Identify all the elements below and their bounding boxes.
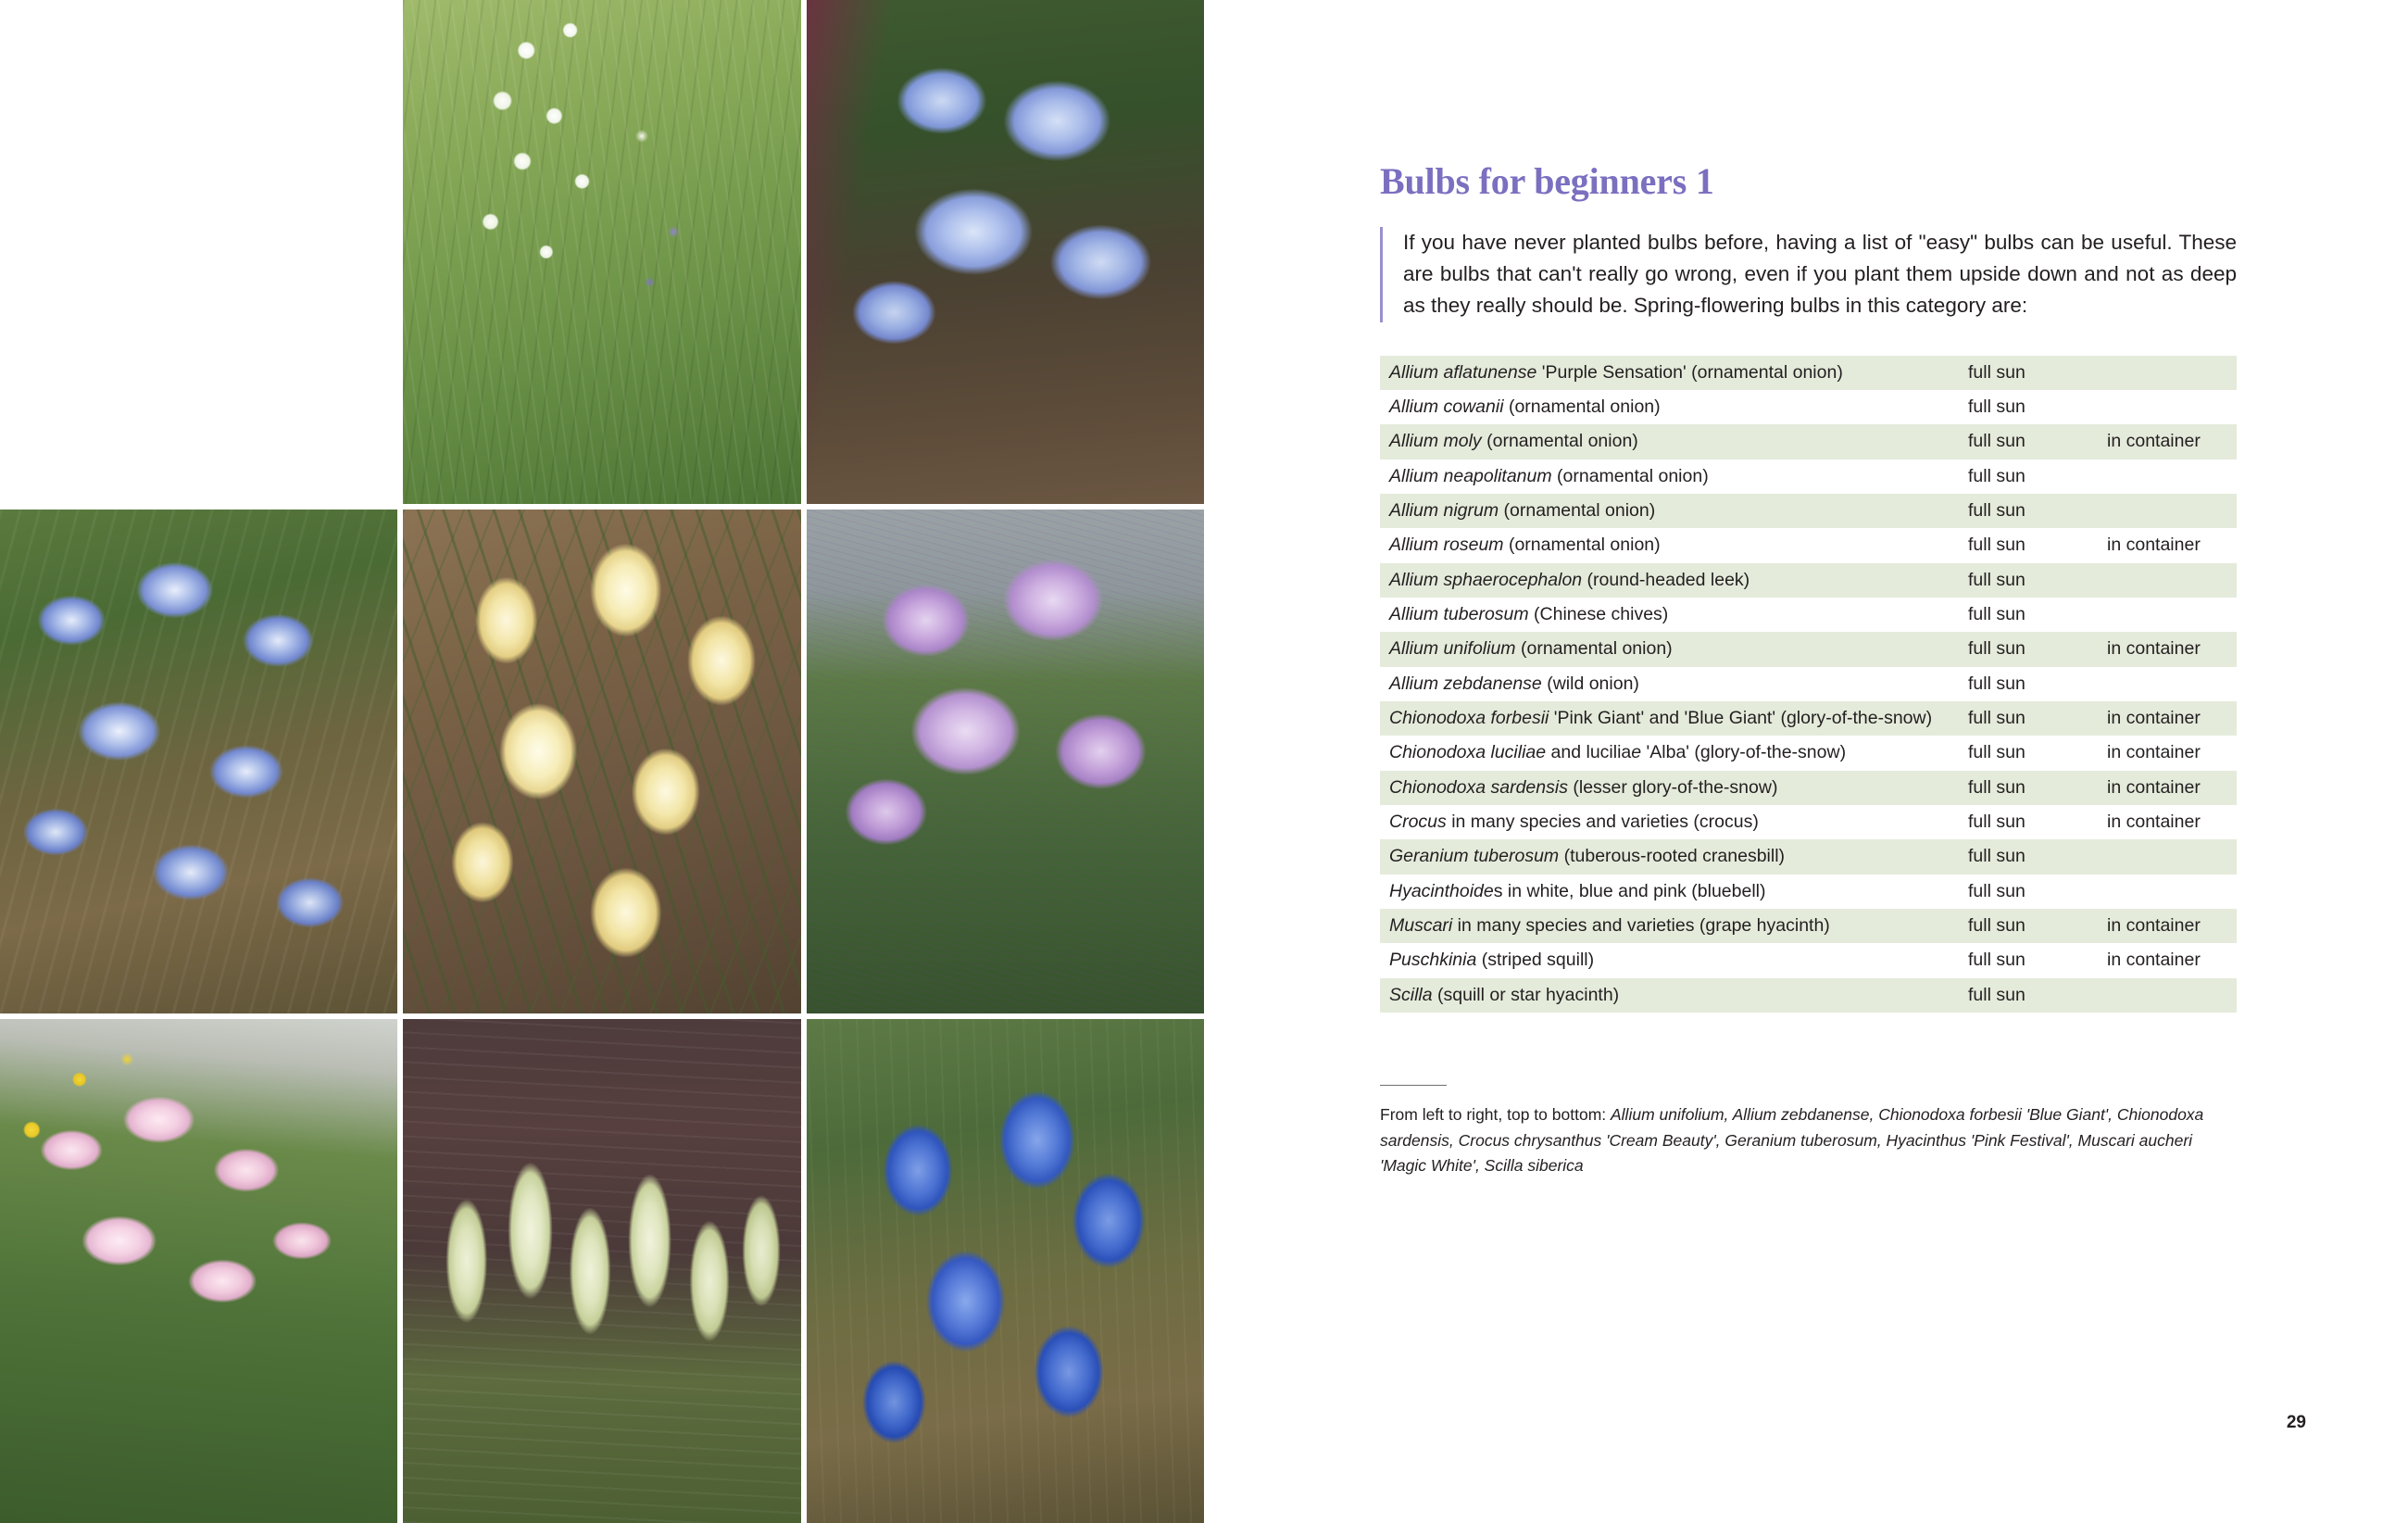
table-row <box>1380 771 2237 805</box>
container-suitability-cell <box>2098 494 2237 528</box>
container-suitability-cell <box>2098 839 2237 874</box>
bulb-name-cell: Crocus in many species and varieties (crocus) <box>1380 805 1959 839</box>
sun-requirement-cell: full sun <box>1959 528 2098 562</box>
container-suitability-cell: in container <box>2098 909 2237 943</box>
container-suitability-cell: in container <box>2098 943 2237 977</box>
table-row <box>1380 356 2237 390</box>
bulb-name-cell: Allium aflatunense 'Purple Sensation' (ornamental onion) <box>1380 356 1959 390</box>
container-suitability-cell <box>2098 598 2237 632</box>
container-suitability-cell: in container <box>2098 736 2237 770</box>
photo-allium-unifolium <box>0 0 397 504</box>
table-row <box>1380 632 2237 666</box>
container-suitability-cell: in container <box>2098 632 2237 666</box>
sun-requirement-cell: full sun <box>1959 356 2098 390</box>
container-suitability-cell <box>2098 356 2237 390</box>
bulb-name-cell: Allium zebdanense (wild onion) <box>1380 667 1959 701</box>
sun-requirement-cell: full sun <box>1959 424 2098 459</box>
bulb-list-body <box>1380 356 2237 1013</box>
caption-divider <box>1380 1085 1447 1086</box>
page-number: 29 <box>2286 1413 2306 1432</box>
bulb-name-cell: Chionodoxa sardensis (lesser glory-of-the-snow) <box>1380 771 1959 805</box>
container-suitability-cell <box>2098 667 2237 701</box>
bulb-name-cell: Allium moly (ornamental onion) <box>1380 424 1959 459</box>
container-suitability-cell: in container <box>2098 701 2237 736</box>
photo-scilla-siberica <box>807 1019 1204 1523</box>
sun-requirement-cell: full sun <box>1959 978 2098 1013</box>
table-row <box>1380 563 2237 598</box>
sun-requirement-cell: full sun <box>1959 563 2098 598</box>
sun-requirement-cell: full sun <box>1959 667 2098 701</box>
sun-requirement-cell: full sun <box>1959 632 2098 666</box>
photo-chionodoxa-sardensis <box>0 510 397 1013</box>
photo-muscari-aucheri-magic-white <box>403 1019 800 1523</box>
sun-requirement-cell: full sun <box>1959 459 2098 494</box>
table-row <box>1380 598 2237 632</box>
container-suitability-cell <box>2098 459 2237 494</box>
bulb-name-cell: Chionodoxa forbesii 'Pink Giant' and 'Blue Giant' (glory-of-the-snow) <box>1380 701 1959 736</box>
bulb-list-table <box>1380 356 2237 1013</box>
sun-requirement-cell: full sun <box>1959 494 2098 528</box>
bulb-name-cell: Allium roseum (ornamental onion) <box>1380 528 1959 562</box>
bulb-name-cell: Geranium tuberosum (tuberous-rooted cranesbill) <box>1380 839 1959 874</box>
sun-requirement-cell: full sun <box>1959 805 2098 839</box>
text-page <box>1204 0 2408 1523</box>
container-suitability-cell <box>2098 563 2237 598</box>
bulb-name-cell: Chionodoxa luciliae and luciliae 'Alba' (glory-of-the-snow) <box>1380 736 1959 770</box>
photo-crocus-chrysanthus-cream-beauty <box>403 510 800 1013</box>
bulb-name-cell: Allium nigrum (ornamental onion) <box>1380 494 1959 528</box>
table-row <box>1380 390 2237 424</box>
table-row <box>1380 839 2237 874</box>
container-suitability-cell <box>2098 875 2237 909</box>
bulb-name-cell: Allium cowanii (ornamental onion) <box>1380 390 1959 424</box>
sun-requirement-cell: full sun <box>1959 701 2098 736</box>
photo-chionodoxa-forbesii-blue-giant <box>807 0 1204 504</box>
sun-requirement-cell: full sun <box>1959 390 2098 424</box>
photo-allium-zebdanense <box>403 0 800 504</box>
table-row <box>1380 494 2237 528</box>
bulb-name-cell: Muscari in many species and varieties (grape hyacinth) <box>1380 909 1959 943</box>
intro-accent-rule <box>1380 227 1383 322</box>
bulb-name-cell: Scilla (squill or star hyacinth) <box>1380 978 1959 1013</box>
table-row <box>1380 736 2237 770</box>
container-suitability-cell <box>2098 978 2237 1013</box>
table-row <box>1380 424 2237 459</box>
table-row <box>1380 978 2237 1013</box>
container-suitability-cell: in container <box>2098 771 2237 805</box>
table-row <box>1380 667 2237 701</box>
table-row <box>1380 459 2237 494</box>
sun-requirement-cell: full sun <box>1959 771 2098 805</box>
table-row <box>1380 701 2237 736</box>
container-suitability-cell: in container <box>2098 528 2237 562</box>
table-row <box>1380 943 2237 977</box>
bulb-name-cell: Allium tuberosum (Chinese chives) <box>1380 598 1959 632</box>
table-row <box>1380 528 2237 562</box>
sun-requirement-cell: full sun <box>1959 598 2098 632</box>
intro-block <box>1380 227 2237 322</box>
bulb-name-cell: Allium neapolitanum (ornamental onion) <box>1380 459 1959 494</box>
photo-hyacinthus-pink-festival <box>0 1019 397 1523</box>
page-content <box>1380 159 2237 1179</box>
photo-geranium-tuberosum <box>807 510 1204 1013</box>
table-row <box>1380 909 2237 943</box>
container-suitability-cell <box>2098 390 2237 424</box>
photo-caption: From left to right, top to bottom: Allium unifolium, Allium zebdanense, Chionodoxa forbesii 'Blue Giant', Chionodoxa sardensis, Crocus chrysanthus 'Cream Beauty', Geranium tuberosum, Hyacinthus 'Pink Festival', Muscari aucheri 'Magic White', Scilla siberica <box>1380 1105 2204 1176</box>
table-row <box>1380 875 2237 909</box>
sun-requirement-cell: full sun <box>1959 839 2098 874</box>
container-suitability-cell: in container <box>2098 805 2237 839</box>
sun-requirement-cell: full sun <box>1959 909 2098 943</box>
bulb-name-cell: Puschkinia (striped squill) <box>1380 943 1959 977</box>
bulb-name-cell: Allium sphaerocephalon (round-headed leek) <box>1380 563 1959 598</box>
sun-requirement-cell: full sun <box>1959 943 2098 977</box>
sun-requirement-cell: full sun <box>1959 875 2098 909</box>
bulb-name-cell: Hyacinthoides in white, blue and pink (bluebell) <box>1380 875 1959 909</box>
table-row <box>1380 805 2237 839</box>
bulb-name-cell: Allium unifolium (ornamental onion) <box>1380 632 1959 666</box>
sun-requirement-cell: full sun <box>1959 736 2098 770</box>
page-title: Bulbs for beginners 1 <box>1380 160 1714 202</box>
intro-paragraph: If you have never planted bulbs before, having a list of "easy" bulbs can be useful. These are bulbs that can't really go wrong, even if you plant them upside down and not as deep as they really should be. Spring-flowering bulbs in this category are: <box>1403 231 2237 318</box>
container-suitability-cell: in container <box>2098 424 2237 459</box>
